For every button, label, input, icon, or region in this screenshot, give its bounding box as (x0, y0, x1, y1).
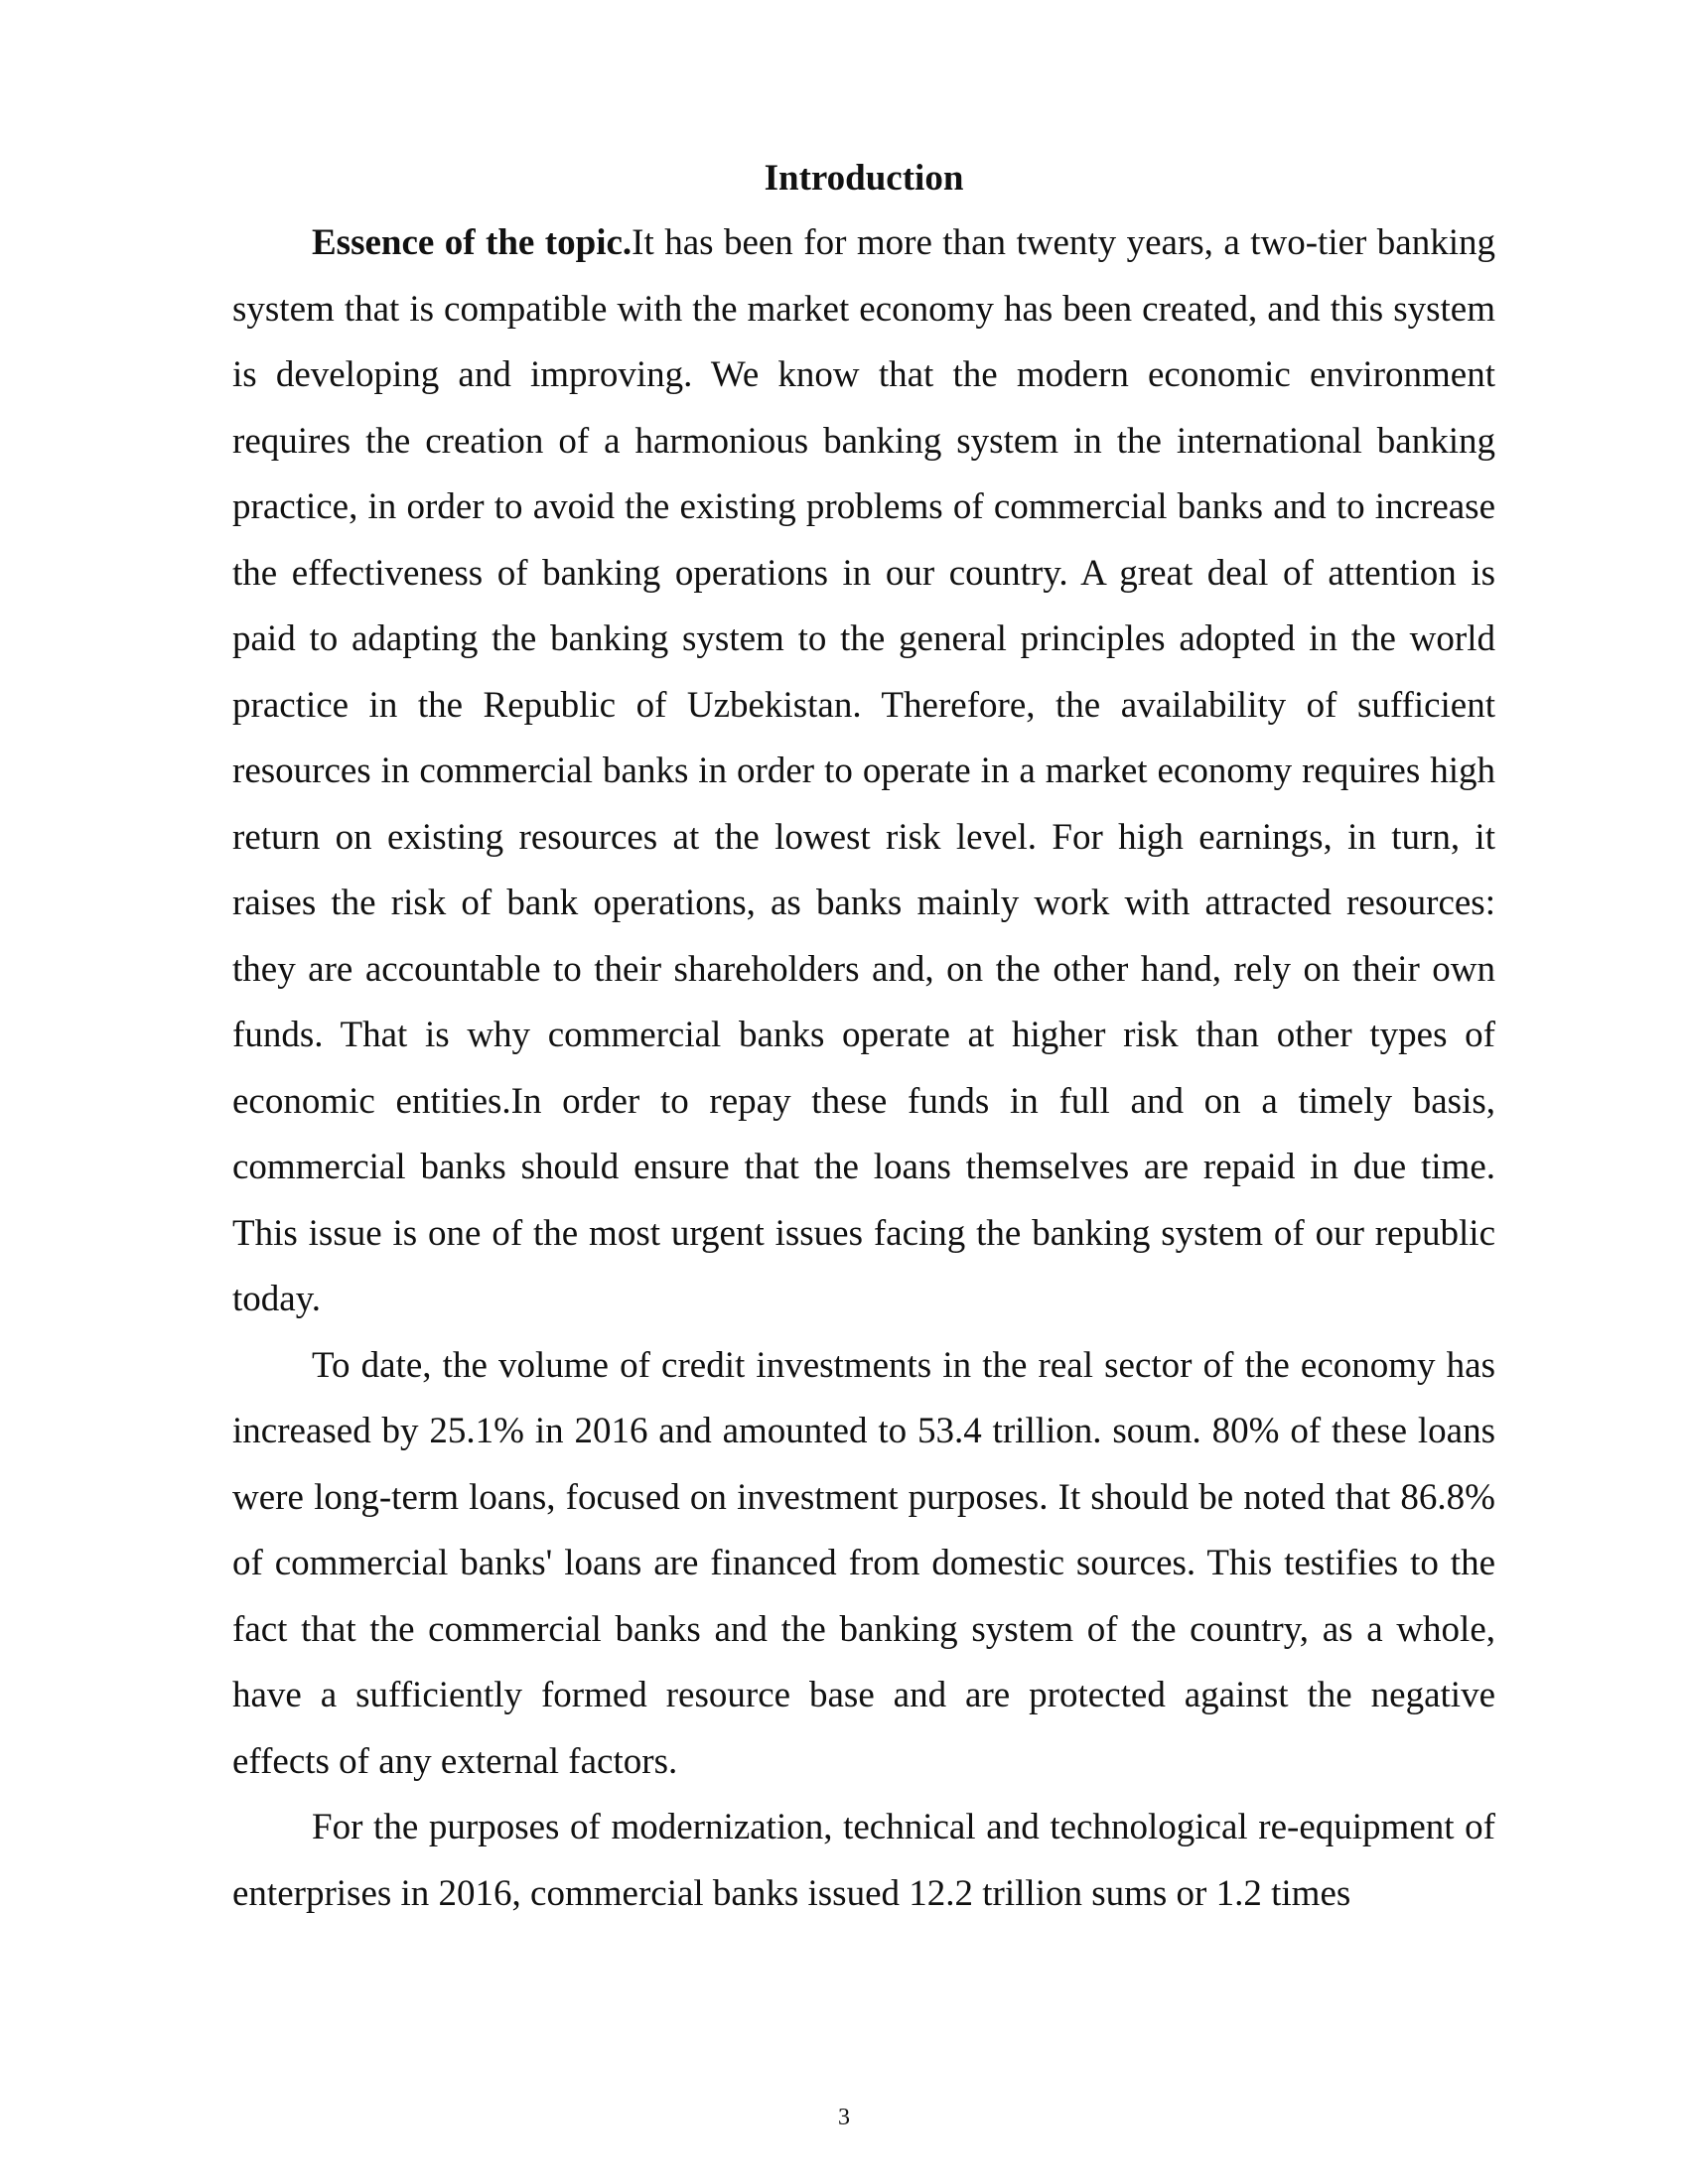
paragraph-lead: Essence of the topic. (312, 222, 633, 263)
section-title: Introduction (764, 158, 964, 199)
body-text (232, 210, 1495, 1927)
paragraph-text: It has been for more than twenty years, a two-tier banking system that is compatible with the market economy has been created, and this system is developing and improving. We know that the modern economic environment requires the creation of a harmonious banking system in the international banking practice, in order to avoid the existing problems of commercial banks and to increase the effectiveness of banking operations in our country. A great deal of attention is paid to adapting the banking system to the general principles adopted in the world practice in the Republic of Uzbekistan. Therefore, the availability of sufficient resources in commercial banks in order to operate in a market economy requires high return on existing resources at the lowest risk level. For high earnings, in turn, it raises the risk of bank operations, as banks mainly work with attracted resources: they are accountable to their shareholders and, on the other hand, rely on their own funds. That is why commercial banks operate at higher risk than other types of economic entities.In order to repay these funds in full and on a timely basis, commercial banks should ensure that the loans themselves are repaid in due time. This issue is one of the most urgent issues facing the banking system of our republic today. (232, 222, 1495, 1319)
paragraph-essence (232, 210, 1495, 1333)
page-number: 3 (838, 2105, 850, 2130)
paragraph-modernization: For the purposes of modernization, technical and technological re-equipment of enterprises in 2016, commercial banks issued 12.2 trillion sums or 1.2 times (232, 1807, 1495, 1914)
paragraph-credit-investments: To date, the volume of credit investments in the real sector of the economy has increased by 25.1% in 2016 and amounted to 53.4 trillion. soum. 80% of these loans were long-term loans, focused on investment purposes. It should be noted that 86.8% of commercial banks' loans are financed from domestic sources. This testifies to the fact that the commercial banks and the banking system of the country, as a whole, have a sufficiently formed resource base and are protected against the negative effects of any external factors. (232, 1344, 1495, 1782)
